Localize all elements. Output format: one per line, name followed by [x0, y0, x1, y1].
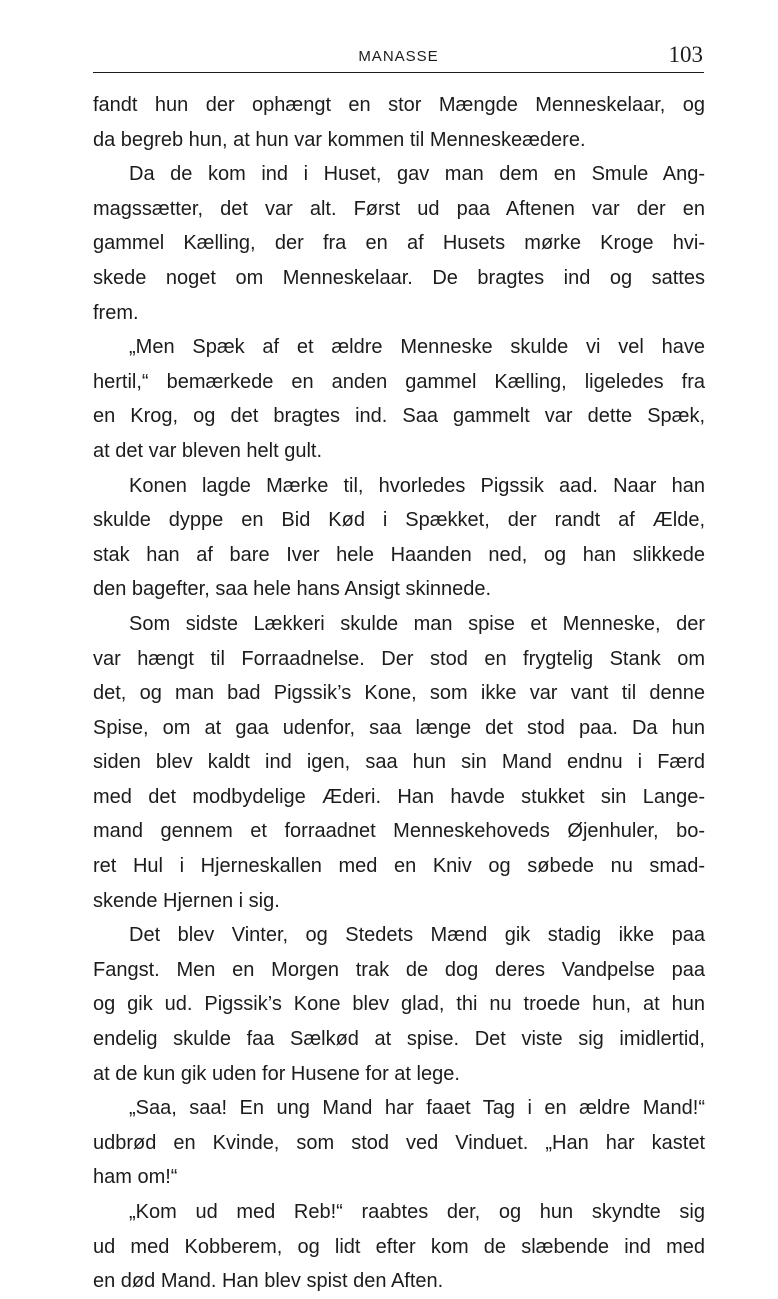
text-line: og gik ud. Pigssik’s Kone blev glad, thi nu troede hun, at hun: [93, 993, 705, 1016]
text-line: frem.: [93, 301, 139, 324]
page-header: [93, 40, 704, 73]
text-line: den bagefter, saa hele hans Ansigt skinnede.: [93, 578, 492, 601]
text-line: endelig skulde faa Sælkød at spise. Det viste sig imidlertid,: [93, 1028, 705, 1051]
text-line: da begreb hun, at hun var kommen til Menneskeædere.: [93, 128, 586, 151]
text-line: det, og man bad Pigssik’s Kone, som ikke var vant til denne: [93, 682, 705, 705]
running-title: MANASSE: [358, 48, 439, 65]
text-line: at det var bleven helt gult.: [93, 439, 323, 462]
text-line: „Saa, saa! En ung Mand har faaet Tag i en ældre Mand!“: [129, 1097, 705, 1120]
body-text: [93, 88, 705, 1299]
text-line: ham om!“: [93, 1166, 178, 1189]
text-line: Konen lagde Mærke til, hvorledes Pigssik aad. Naar han: [129, 474, 705, 497]
text-line: „Men Spæk af et ældre Menneske skulde vi vel have: [129, 336, 705, 359]
text-line: „Kom ud med Reb!“ raabtes der, og hun skyndte sig: [129, 1201, 705, 1223]
text-line: Det blev Vinter, og Stedets Mænd gik stadig ikke paa: [129, 924, 705, 947]
text-line: Da de kom ind i Huset, gav man dem en Smule Ang-: [129, 163, 705, 186]
text-line: Spise, om at gaa udenfor, saa længe det stod paa. Da hun: [93, 716, 705, 739]
text-line: magssætter, det var alt. Først ud paa Aftenen var der en: [93, 197, 705, 220]
text-line: stak han af bare Iver hele Haanden ned, og han slikkede: [93, 543, 705, 566]
text-line: fandt hun der ophængt en stor Mængde Menneskelaar, og: [93, 94, 705, 116]
text-line: gammel Kælling, der fra en af Husets mørke Kroge hvi-: [93, 232, 705, 255]
text-line: en død Mand. Han blev spist den Aften.: [93, 1270, 444, 1293]
text-line: siden blev kaldt ind igen, saa hun sin Mand endnu i Færd: [93, 751, 705, 774]
text-line: at de kun gik uden for Husene for at lege.: [93, 1062, 460, 1085]
text-line: udbrød en Kvinde, som stod ved Vinduet. „Han har kastet: [93, 1131, 705, 1154]
text-line: skende Hjernen i sig.: [93, 889, 280, 912]
text-line: en Krog, og det bragtes ind. Saa gammelt var dette Spæk,: [93, 405, 705, 428]
text-line: Som sidste Lækkeri skulde man spise et Menneske, der: [129, 612, 705, 635]
text-line: skede noget om Menneskelaar. De bragtes ind og sattes: [93, 266, 705, 289]
text-line: ret Hul i Hjerneskallen med en Kniv og søbede nu smad-: [93, 855, 705, 878]
text-line: med det modbydelige Æderi. Han havde stukket sin Lange-: [93, 785, 705, 808]
text-line: Fangst. Men en Morgen trak de dog deres Vandpelse paa: [93, 958, 705, 981]
page-number: 103: [668, 42, 703, 67]
text-line: mand gennem et forraadnet Menneskehoveds Øjenhuler, bo-: [93, 820, 705, 843]
text-line: var hængt til Forraadnelse. Der stod en frygtelig Stank om: [93, 647, 705, 670]
text-line: hertil,“ bemærkede en anden gammel Kælling, ligeledes fra: [93, 370, 705, 393]
text-line: skulde dyppe en Bid Kød i Spækket, der randt af Ælde,: [93, 509, 705, 532]
text-line: ud med Kobberem, og lidt efter kom de slæbende ind med: [93, 1235, 705, 1258]
